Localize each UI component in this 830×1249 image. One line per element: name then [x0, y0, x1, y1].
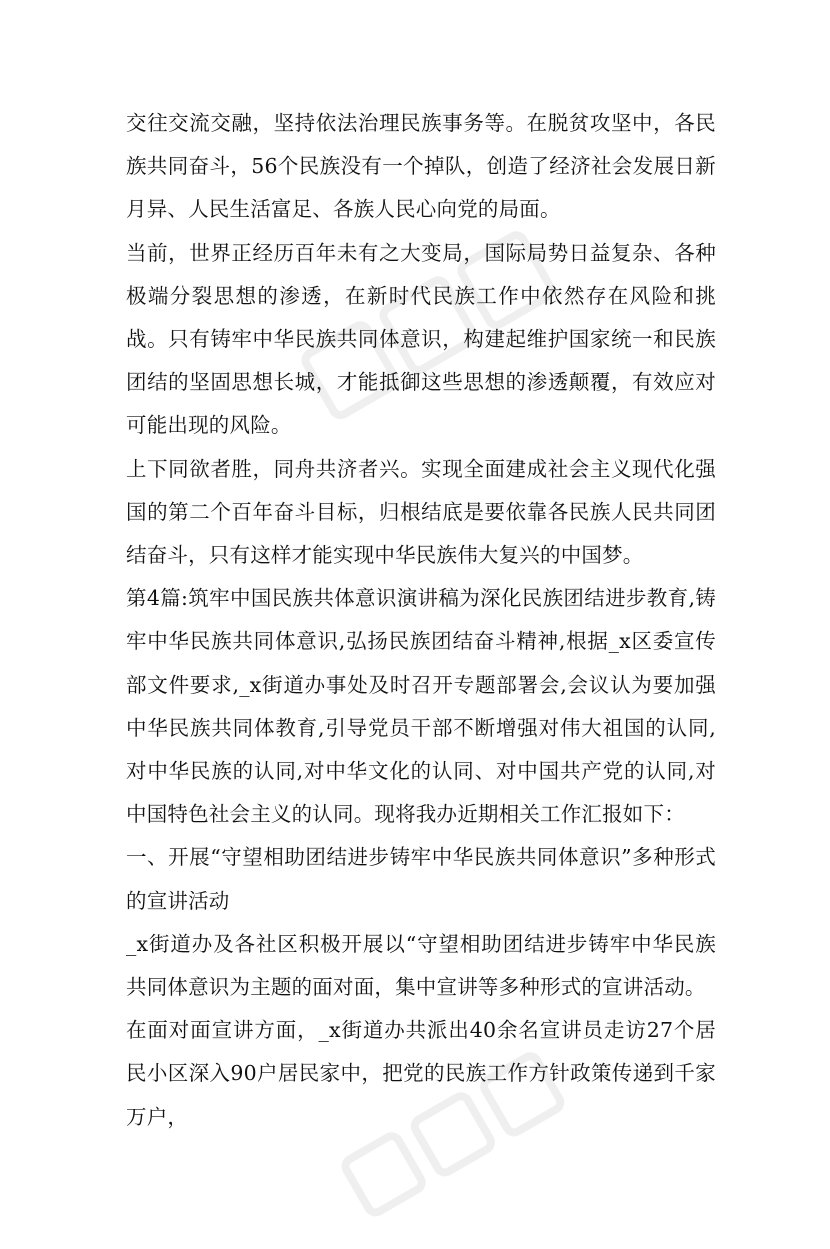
paragraph: 当前，世界正经历百年未有之大变局，国际局势日益复杂、各种极端分裂思想的渗透，在新时代民族工作中依然存在风险和挑战。只有铸牢中华民族共同体意识，构建起维护国家统一和民族团结的坚固思想长城，才能抵御这些思想的渗透颠覆，有效应对可能出现的风险。 — [126, 240, 716, 438]
document-body — [126, 102, 716, 1139]
paragraph: 上下同欲者胜，同舟共济者兴。实现全面建成社会主义现代化强国的第二个百年奋斗目标，归根结底是要依靠各民族人民共同团结奋斗，只有这样才能实现中华民族伟大复兴的中国梦。 — [126, 456, 716, 568]
paragraph: 交往交流交融，坚持依法治理民族事务等。在脱贫攻坚中，各民族共同奋斗，56个民族没有一个掉队，创造了经济社会发展日新月异、人民生活富足、各族人民心向党的局面。 — [126, 111, 716, 222]
paragraph: _x街道办及各社区积极开展以“守望相助团结进步铸牢中华民族共同体意识为主题的面对面，集中宣讲等多种形式的宣讲活动。 — [126, 931, 716, 1000]
paragraph: 在面对面宣讲方面，_x街道办共派出40余名宣讲员走访27个居民小区深入90户居民家中，把党的民族工作方针政策传递到千家万户， — [126, 1018, 716, 1129]
paragraph: 第4篇:筑牢中国民族共体意识演讲稿为深化民族团结进步教育,铸牢中华民族共同体意识,弘扬民族团结奋斗精神,根据_x区委宣传部文件要求,_x街道办事处及时召开专题部署会,会议认为要加强中华民族共同体教育,引导党员干部不断增强对伟大祖国的认同,对中华民族的认同,对中华文化的认同、对中国共产党的认同,对中国特色社会主义的认同。现将我办近期相关工作汇报如下： — [126, 586, 716, 827]
section-heading: 一、开展“守望相助团结进步铸牢中华民族共同体意识”多种形式的宣讲活动 — [126, 845, 716, 913]
